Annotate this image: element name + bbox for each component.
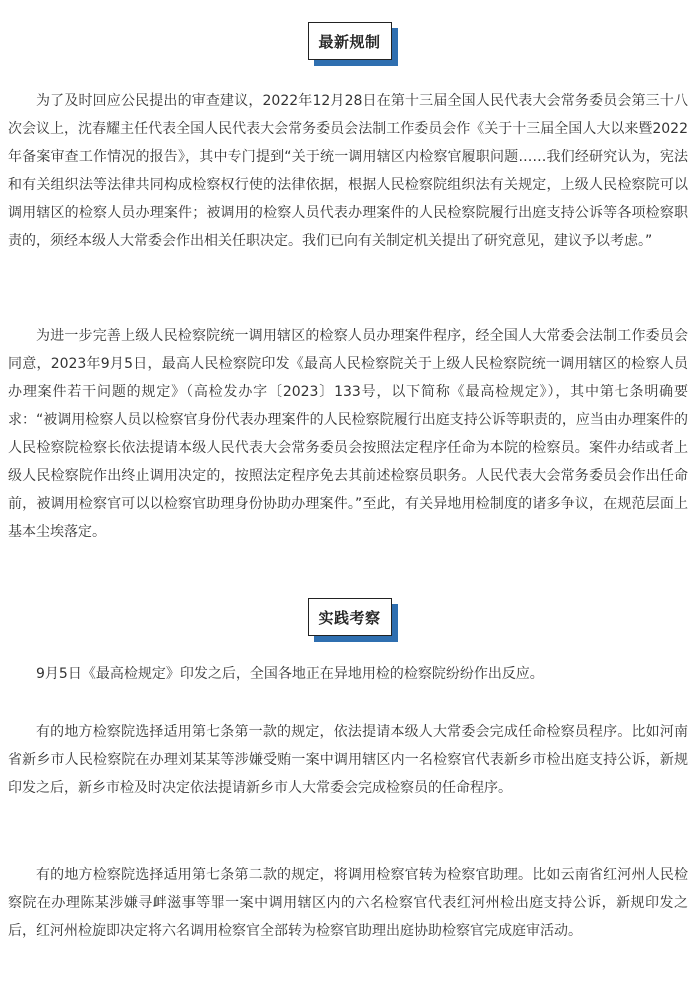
paragraph-case-xinxiang: 有的地方检察院选择适用第七条第一款的规定，依法提请本级人大常委会完成任命检察员程序。比如河南省新乡市人民检察院在办理刘某某等涉嫌受贿一案中调用辖区内一名检察官代表新乡市检出庭支持公诉，新规印发之后，新乡市检及时决定依法提请新乡市人大常委会完成检察员的任命程序。	[8, 724, 688, 796]
paragraph-regulation: 为进一步完善上级人民检察院统一调用辖区的检察人员办理案件程序，经全国人大常委会法制工作委员会同意，2023年9月5日，最高人民检察院印发《最高人民检察院关于上级人民检察院统一调用辖区的检察人员办理案件若干问题的规定》（高检发办字〔2023〕133号，以下简称《最高检规定》），其中第七条明确要求：“被调用检察人员以检察官身份代表办理案件的人民检察院履行出庭支持公诉等职责的，应当由办理案件的人民检察院检察长依法提请本级人民代表大会常务委员会按照法定程序任命为本院的检察员。案件办结或者上级人民检察院作出终止调用决定的，按照法定程序免去其前述检察员职务。人民代表大会常务委员会作出任命前，被调用检察官可以以检察官助理身份协助办理案件。”至此，有关异地用检制度的诸多争议，在规范层面上基本尘埃落定。	[8, 328, 688, 540]
section-header-latest-regulation	[308, 22, 392, 60]
section-title: 实践考察	[308, 598, 392, 636]
paragraph-reaction: 9月5日《最高检规定》印发之后，全国各地正在异地用检的检察院纷纷作出反应。	[36, 666, 544, 682]
section-title: 最新规制	[308, 22, 392, 60]
paragraph-case-honghe: 有的地方检察院选择适用第七条第二款的规定，将调用检察官转为检察官助理。比如云南省红河州人民检察院在办理陈某涉嫌寻衅滋事等罪一案中调用辖区内的六名检察官代表红河州检出庭支持公诉，新规印发之后，红河州检旋即决定将六名调用检察官全部转为检察官助理出庭协助检察官完成庭审活动。	[8, 867, 688, 939]
section-header-practice-review	[308, 598, 392, 636]
paragraph-report: 为了及时回应公民提出的审查建议，2022年12月28日在第十三届全国人民代表大会常务委员会第三十八次会议上，沈春耀主任代表全国人民代表大会常务委员会法制工作委员会作《关于十三届全国人大以来暨2022年备案审查工作情况的报告》，其中专门提到“关于统一调用辖区内检察官履职问题……我们经研究认为，宪法和有关组织法等法律共同构成检察权行使的法律依据，根据人民检察院组织法有关规定，上级人民检察院可以调用辖区的检察人员办理案件；被调用的检察人员代表办理案件的人民检察院履行出庭支持公诉等各项检察职责的，须经本级人大常委会作出相关任职决定。我们已向有关制定机关提出了研究意见，建议予以考虑。”	[8, 93, 688, 249]
